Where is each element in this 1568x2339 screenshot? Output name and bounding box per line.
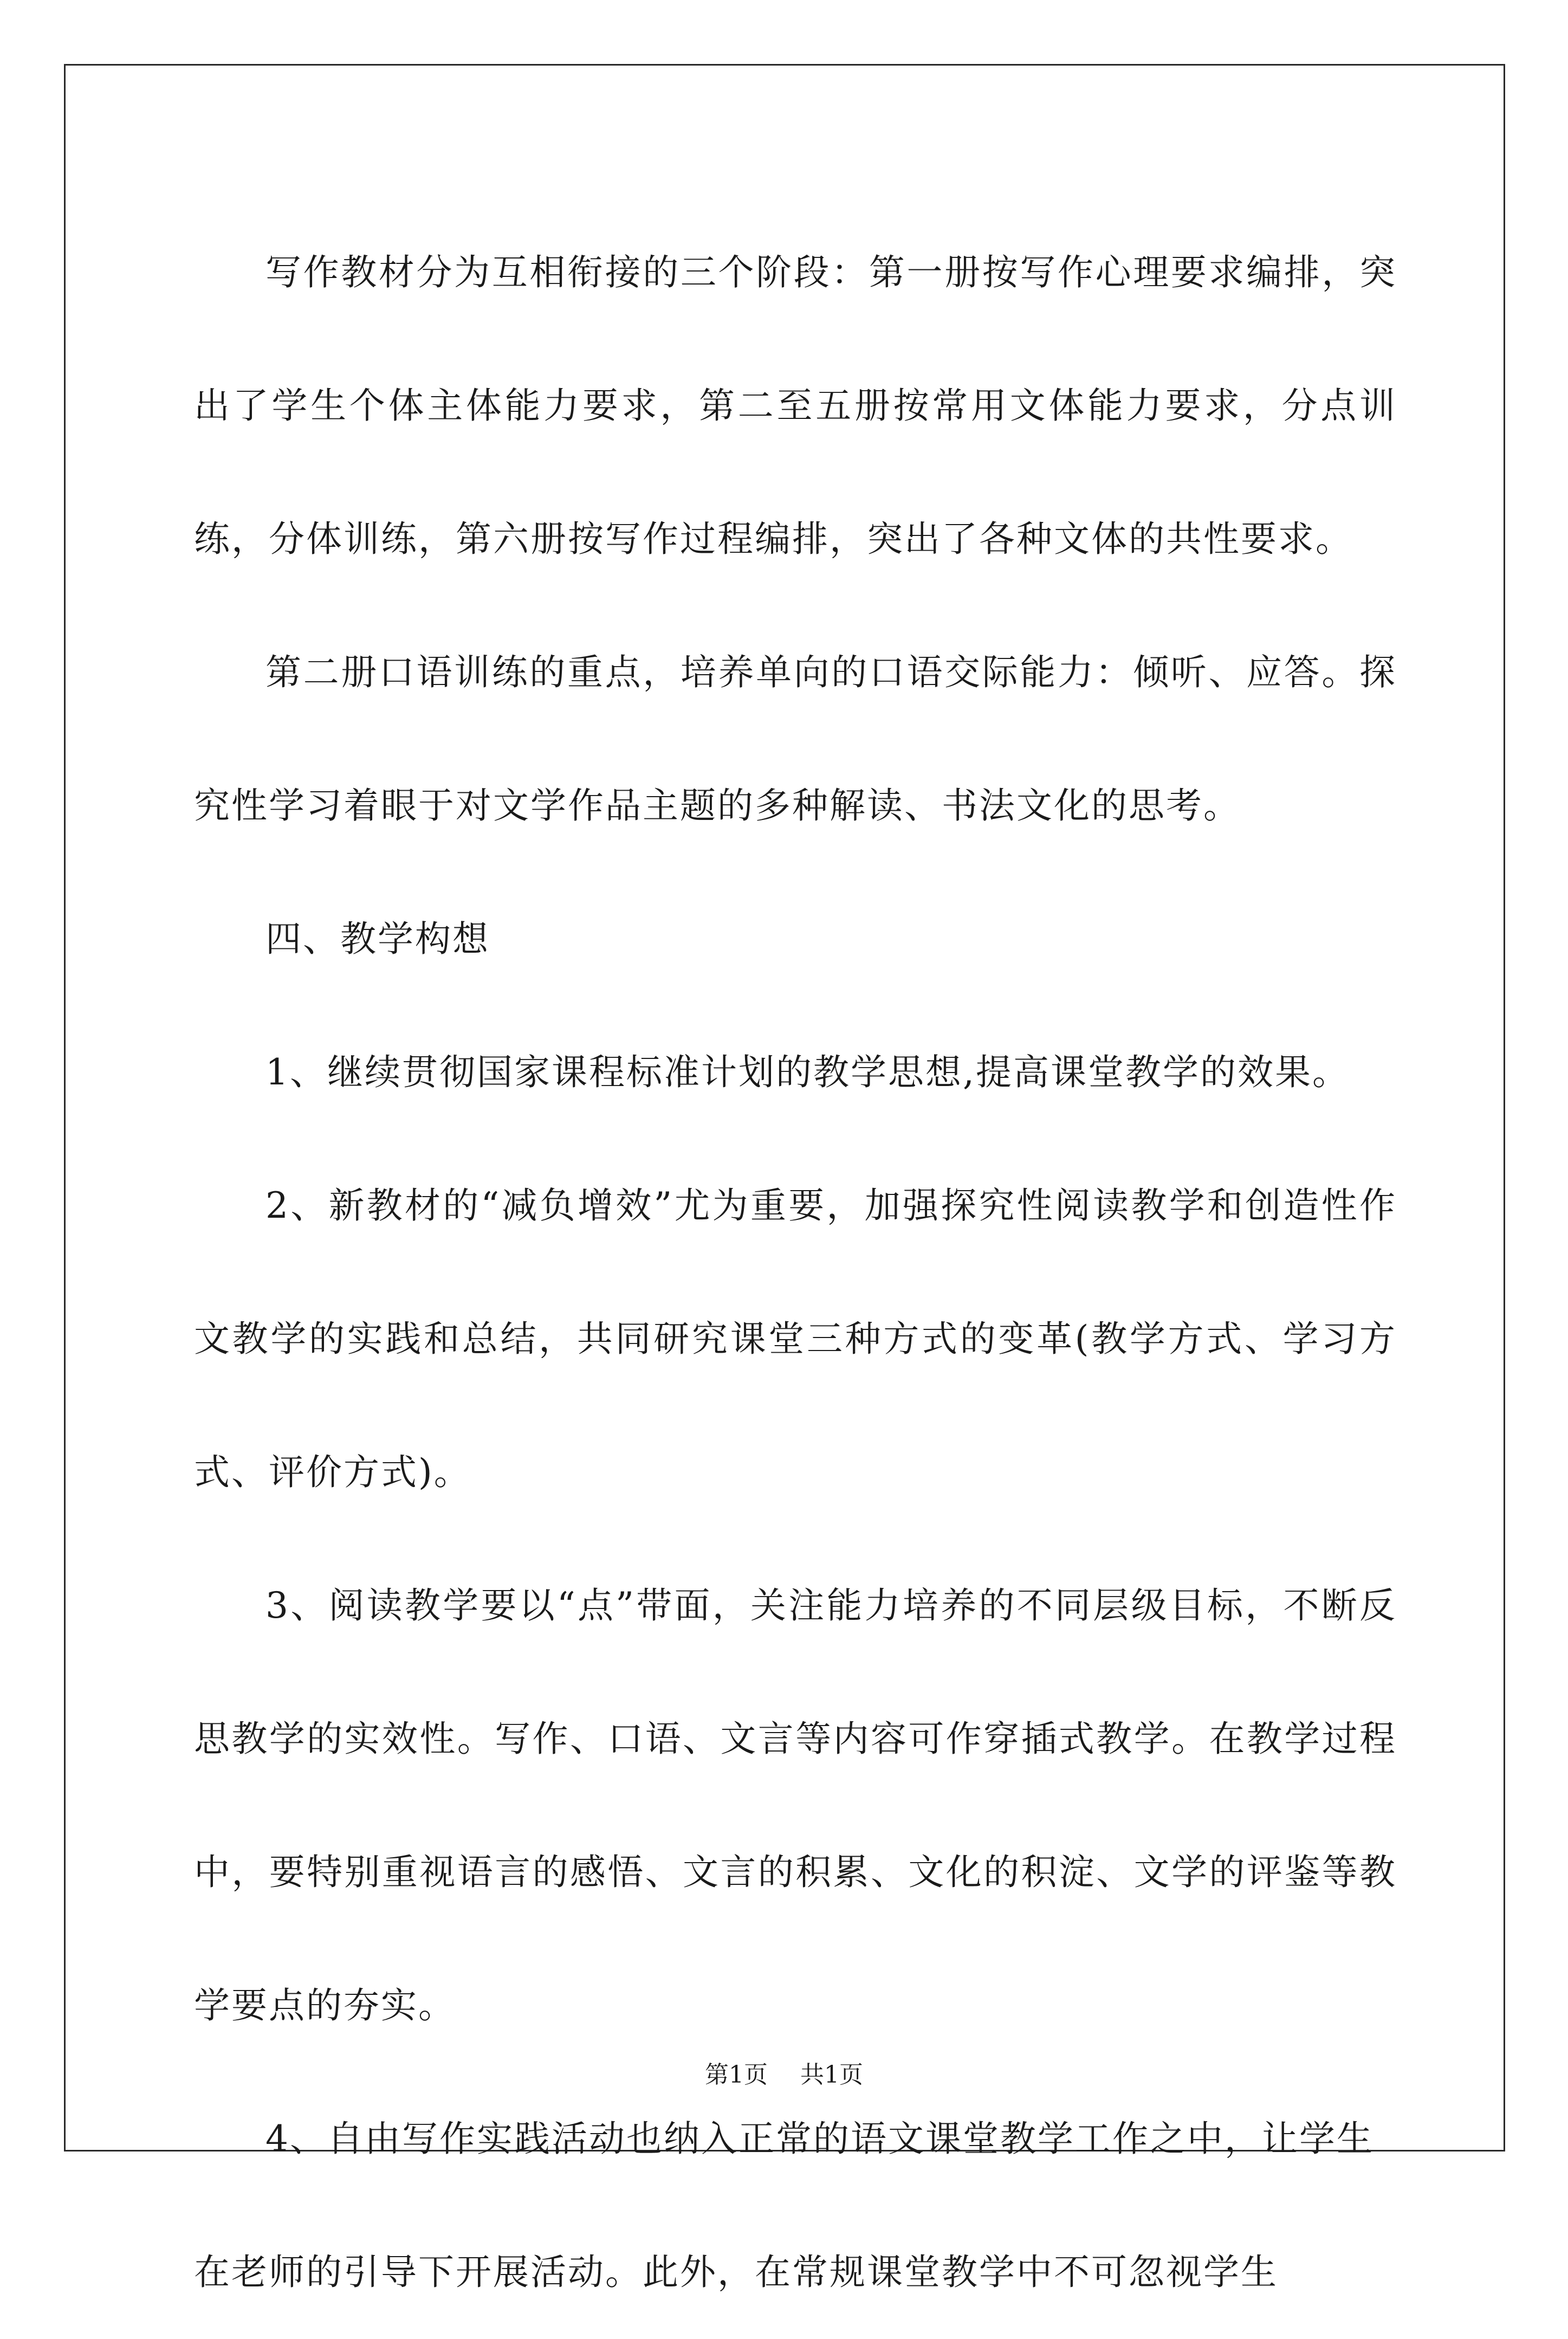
paragraph-item-4: 4、自由写作实践活动也纳入正常的语文课堂教学工作之中，让学生在老师的引导下开展活动。此外，在常规课堂教学中不可忽视学生 — [194, 2118, 1374, 2293]
paragraph-writing-textbook: 写作教材分为互相衔接的三个阶段：第一册按写作心理要求编排，突出了学生个体主体能力要求，第二至五册按常用文体能力要求，分点训练，分体训练，第六册按写作过程编排，突出了各种文体的共性要求。 — [194, 251, 1397, 560]
paragraph-oral-training: 第二册口语训练的重点，培养单向的口语交际能力：倾听、应答。探究性学习着眼于对文学作品主题的多种解读、书法文化的思考。 — [194, 651, 1397, 826]
page-number-total: 共1页 — [800, 2061, 863, 2089]
section-heading-teaching-ideas: 四、教学构想 — [265, 918, 490, 960]
paragraph-item-1: 1、继续贯彻国家课程标准计划的教学思想,提高课堂教学的效果。 — [265, 1051, 1350, 1093]
page-number-current: 第1页 — [705, 2061, 768, 2089]
document-body — [194, 206, 1397, 2339]
page-footer — [0, 2055, 1568, 2090]
paragraph-item-2: 2、新教材的“减负增效”尤为重要，加强探究性阅读教学和创造性作文教学的实践和总结，共同研究课堂三种方式的变革(教学方式、学习方式、评价方式)。 — [194, 1185, 1397, 1493]
paragraph-item-3: 3、阅读教学要以“点”带面，关注能力培养的不同层级目标，不断反思教学的实效性。写作、口语、文言等内容可作穿插式教学。在教学过程中，要特别重视语言的感悟、文言的积累、文化的积淀、文学的评鉴等教学要点的夯实。 — [194, 1585, 1397, 2026]
